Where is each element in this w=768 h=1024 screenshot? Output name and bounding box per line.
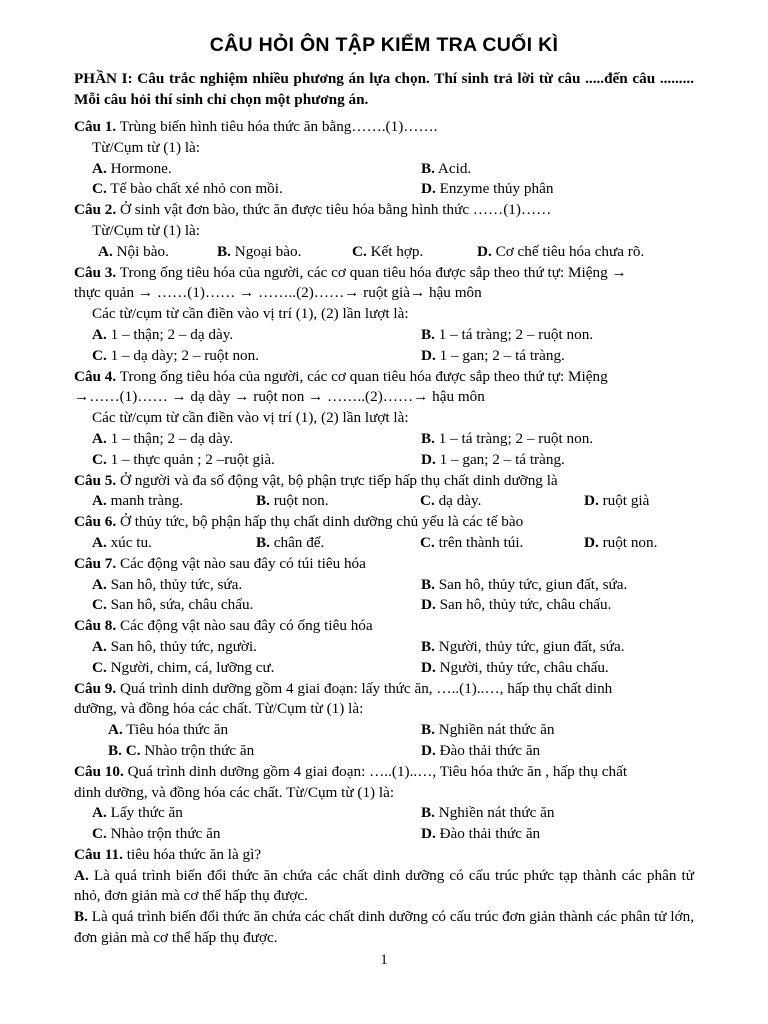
q3-options-cd	[74, 346, 694, 367]
question-2-sub: Từ/Cụm từ (1) là:	[92, 221, 200, 239]
page-number: 1	[380, 952, 388, 968]
question-1	[74, 117, 694, 138]
option-label: C.	[92, 596, 107, 614]
option-c: Kết hợp.	[366, 242, 424, 260]
q4-options-ab	[74, 429, 694, 450]
option-a: 1 – thận; 2 – dạ dày.	[110, 325, 234, 343]
option-c: Nhào trộn thức ăn	[110, 825, 221, 843]
question-4-line2: →……(1)…… → dạ dày → ruột non → ……..(2)……→ hậu môn	[74, 388, 485, 406]
question-5	[74, 471, 694, 492]
question-number: Câu 11.	[74, 845, 123, 863]
option-d: 1 – gan; 2 – tá tràng.	[439, 450, 565, 468]
option-a: Hormone.	[110, 159, 172, 177]
option-label: D.	[477, 242, 492, 260]
option-label: D.	[421, 180, 436, 198]
option-b: chân đế.	[273, 533, 325, 551]
option-label: A.	[92, 429, 107, 447]
option-c: 1 – dạ dày; 2 – ruột non.	[110, 346, 260, 364]
option-a: San hô, thủy tức, sứa.	[110, 575, 243, 593]
question-text: Ở sinh vật đơn bào, thức ăn được tiêu hóa bằng hình thức ……(1)……	[116, 201, 552, 219]
option-label: D.	[421, 658, 436, 676]
question-number: Câu 2.	[74, 201, 117, 219]
option-b: 1 – tá tràng; 2 – ruột non.	[438, 325, 594, 343]
option-label: C.	[420, 533, 435, 551]
option-a: Nội bào.	[112, 242, 169, 260]
question-2	[74, 200, 694, 221]
option-label: C.	[92, 180, 107, 198]
option-label: A.	[92, 492, 107, 510]
question-number: Câu 8.	[74, 617, 117, 635]
question-text: Ở người và đa số động vật, bộ phận trực tiếp hấp thụ chất dinh dưỡng là	[116, 471, 558, 489]
option-label: A.	[74, 866, 89, 884]
option-b: Người, thủy tức, giun đất, sứa.	[438, 637, 625, 655]
q10-options-ab	[74, 803, 694, 824]
q11-option-b	[74, 907, 694, 949]
option-label: C.	[420, 492, 435, 510]
option-label: A.	[108, 721, 123, 739]
option-label: B.	[217, 242, 231, 260]
option-d: Đào thải thức ăn	[439, 741, 541, 759]
option-label: D.	[421, 596, 436, 614]
option-label: B.	[421, 325, 435, 343]
option-b: Là quá trình biến đổi thức ăn chứa các chất dinh dưỡng có cấu trúc đơn giản thành các phân tử lớn, đơn giản mà cơ thể hấp thụ được.	[74, 908, 694, 947]
option-label: D.	[421, 346, 436, 364]
question-8	[74, 616, 694, 637]
question-number: Câu 7.	[74, 554, 117, 572]
option-c: 1 – thực quản ; 2 –ruột già.	[110, 450, 275, 468]
question-number: Câu 10.	[74, 762, 124, 780]
option-label: D.	[421, 825, 436, 843]
option-b: San hô, thủy tức, giun đất, sứa.	[438, 575, 628, 593]
option-a: 1 – thận; 2 – dạ dày.	[110, 429, 234, 447]
q7-options-ab	[74, 575, 694, 596]
option-label: D.	[421, 741, 436, 759]
question-11	[74, 845, 694, 866]
option-label: A.	[92, 159, 107, 177]
option-label: D.	[584, 533, 599, 551]
question-9-line2: dưỡng, và đồng hóa các chất. Từ/Cụm từ (1) là:	[74, 700, 364, 718]
option-c: trên thành túi.	[438, 533, 524, 551]
option-d: Cơ chế tiêu hóa chưa rõ.	[491, 242, 645, 260]
option-d: Enzyme thủy phân	[439, 180, 554, 198]
question-3-line2: thực quản → ……(1)…… → ……..(2)……→ ruột già→ hậu môn	[74, 284, 482, 302]
question-number: Câu 1.	[74, 118, 117, 135]
option-a: xúc tu.	[110, 533, 152, 551]
option-label: B. C.	[108, 741, 141, 759]
question-1-sub: Từ/Cụm từ (1) là:	[92, 138, 200, 156]
option-label: A.	[98, 242, 113, 260]
q10-options-cd	[74, 824, 694, 845]
option-label: C.	[92, 658, 107, 676]
q1-options-cd	[74, 179, 694, 200]
option-label: A.	[92, 575, 107, 593]
question-text: Quá trình dinh dưỡng gồm 4 giai đoạn: …..(1)..…, Tiêu hóa thức ăn , hấp thụ chất	[123, 762, 628, 780]
question-text: Các động vật nào sau đây có túi tiêu hóa	[116, 554, 366, 572]
option-a: manh tràng.	[110, 492, 184, 510]
question-4-sub: Các từ/cụm từ cần điền vào vị trí (1), (2) lần lượt là:	[92, 409, 409, 427]
option-d: Đào thải thức ăn	[439, 825, 541, 843]
question-number: Câu 9.	[74, 679, 117, 697]
question-number: Câu 6.	[74, 513, 117, 531]
q11-option-a	[74, 866, 694, 908]
option-label: D.	[584, 492, 599, 510]
option-b: 1 – tá tràng; 2 – ruột non.	[438, 429, 594, 447]
option-b: Nghiền nát thức ăn	[438, 804, 555, 822]
q1-options-ab	[74, 159, 694, 180]
question-7	[74, 554, 694, 575]
option-c: Nhào trộn thức ăn	[140, 741, 255, 759]
q5-options	[74, 491, 694, 512]
question-10-line2: dinh dưỡng, và đồng hóa các chất. Từ/Cụm từ (1) là:	[74, 783, 395, 801]
option-c: Người, chim, cá, lưỡng cư.	[110, 658, 275, 676]
question-text: Ở thủy tức, bộ phận hấp thụ chất dinh dưỡng chủ yếu là các tế bào	[116, 513, 524, 531]
q2-options	[74, 242, 694, 263]
question-9	[74, 679, 694, 700]
option-b: Acid.	[437, 159, 472, 177]
question-text: Các động vật nào sau đây có ống tiêu hóa	[116, 617, 373, 635]
question-number: Câu 5.	[74, 471, 117, 489]
q4-options-cd	[74, 450, 694, 471]
option-label: B.	[421, 159, 435, 177]
question-text: Trùng biến hình tiêu hóa thức ăn bằng…….(1)…….	[116, 118, 438, 135]
q7-options-cd	[74, 595, 694, 616]
option-label: B.	[421, 575, 435, 593]
option-b: Nghiền nát thức ăn	[438, 721, 555, 739]
option-label: A.	[92, 533, 107, 551]
question-text: Quá trình dinh dưỡng gồm 4 giai đoạn: lấy thức ăn, …..(1)..…, hấp thụ chất dinh	[116, 679, 613, 697]
option-label: B.	[256, 492, 270, 510]
option-d: San hô, thủy tức, châu chấu.	[439, 596, 612, 614]
page-title: CÂU HỎI ÔN TẬP KIỂM TRA CUỐI KÌ	[209, 34, 559, 56]
option-label: C.	[352, 242, 367, 260]
option-label: B.	[74, 908, 88, 926]
option-a: Tiêu hóa thức ăn	[126, 721, 229, 739]
option-label: C.	[92, 825, 107, 843]
option-label: B.	[421, 804, 435, 822]
q9-options-cd	[74, 741, 694, 762]
option-d: ruột già	[602, 492, 650, 510]
option-label: A.	[92, 804, 107, 822]
q8-options-cd	[74, 658, 694, 679]
question-3	[74, 263, 694, 284]
q6-options	[74, 533, 694, 554]
question-4	[74, 367, 694, 388]
question-text: tiêu hóa thức ăn là gì?	[122, 845, 262, 863]
option-d: 1 – gan; 2 – tá tràng.	[439, 346, 565, 364]
option-label: B.	[421, 637, 435, 655]
question-text: Trong ống tiêu hóa của người, các cơ quan tiêu hóa được sắp theo thứ tự: Miệng →	[116, 263, 627, 281]
option-a: Là quá trình biến đổi thức ăn chứa các chất dinh dưỡng có cấu trúc phức tạp thành các phân tử nhỏ, đơn giản mà cơ thể hấp thụ được.	[74, 866, 694, 905]
part-1-instructions: PHẦN I: Câu trắc nghiệm nhiều phương án lựa chọn. Thí sinh trả lời từ câu .....đến câu ......... Mỗi câu hỏi thí sinh chỉ chọn một phương án.	[74, 70, 694, 108]
question-number: Câu 3.	[74, 263, 117, 281]
option-label: B.	[256, 533, 270, 551]
option-c: Tế bào chất xé nhỏ con mồi.	[110, 180, 283, 198]
option-d: Người, thủy tức, châu chấu.	[439, 658, 609, 676]
option-label: A.	[92, 637, 107, 655]
option-label: A.	[92, 325, 107, 343]
question-3-sub: Các từ/cụm từ cần điền vào vị trí (1), (2) lần lượt là:	[92, 305, 409, 323]
option-b: ruột non.	[273, 492, 329, 510]
option-label: D.	[421, 450, 436, 468]
option-label: B.	[421, 429, 435, 447]
question-text: Trong ống tiêu hóa của người, các cơ quan tiêu hóa được sắp theo thứ tự: Miệng	[116, 367, 608, 385]
option-label: C.	[92, 450, 107, 468]
option-b: Ngoại bào.	[230, 242, 302, 260]
q9-options-ab	[74, 720, 694, 741]
question-10	[74, 762, 694, 783]
option-c: San hô, sứa, châu chấu.	[110, 596, 254, 614]
q3-options-ab	[74, 325, 694, 346]
option-label: B.	[421, 721, 435, 739]
option-d: ruột non.	[602, 533, 658, 551]
q8-options-ab	[74, 637, 694, 658]
question-6	[74, 512, 694, 533]
question-number: Câu 4.	[74, 367, 117, 385]
option-a: San hô, thủy tức, người.	[110, 637, 257, 655]
option-label: C.	[92, 346, 107, 364]
option-a: Lấy thức ăn	[110, 804, 183, 822]
option-c: dạ dày.	[438, 492, 482, 510]
